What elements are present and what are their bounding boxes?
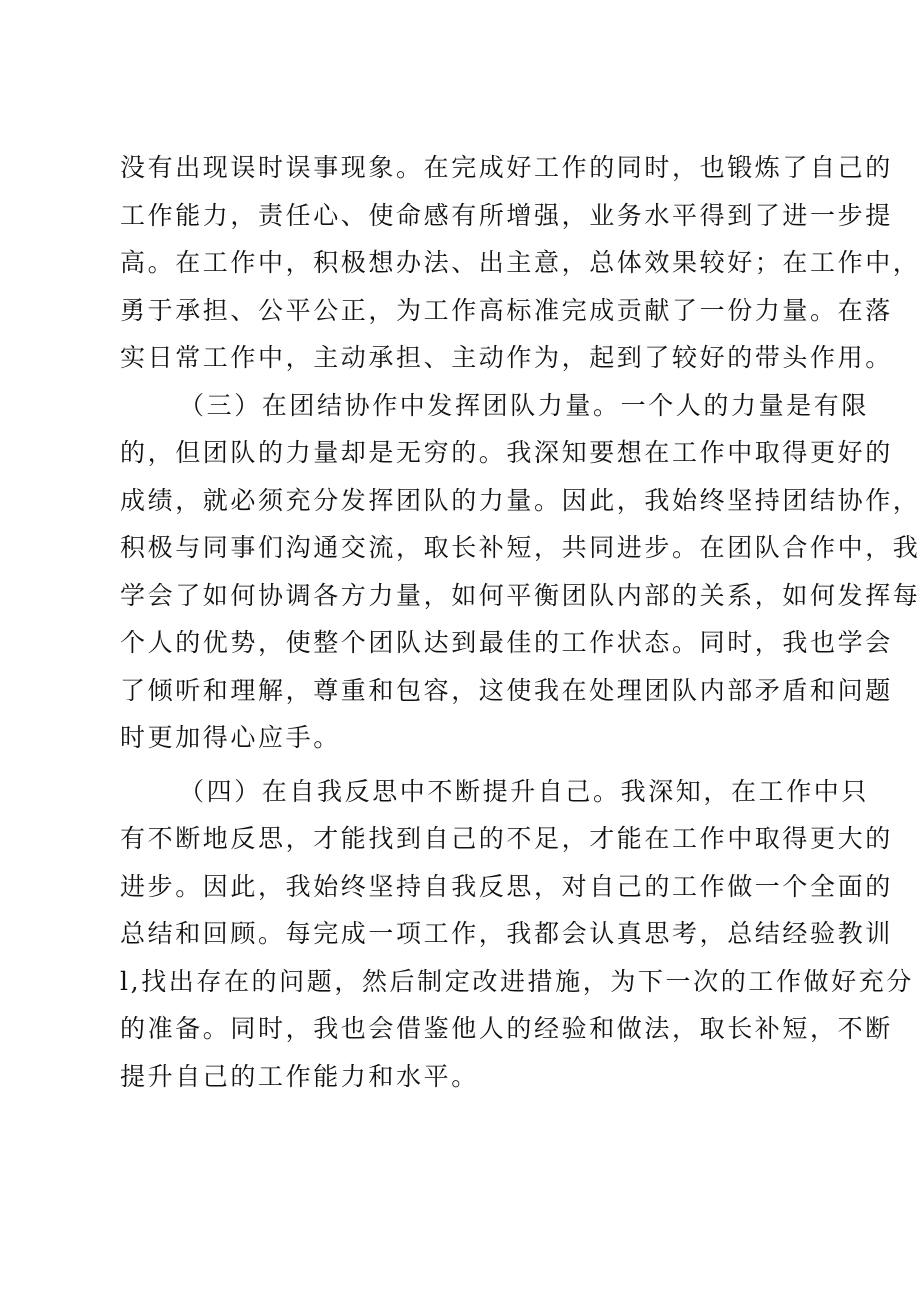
document-body — [120, 144, 920, 1100]
text-line: 实日常工作中，主动承担、主动作为，起到了较好的带头作用。 — [120, 343, 893, 372]
text-line: 成绩，就必须充分发挥团队的力量。因此，我始终坚持团结协作， — [120, 485, 920, 515]
paragraph-work-ability — [120, 144, 920, 382]
text-line: 积极与同事们沟通交流，取长补短，共同进步。在团队合作中，我 — [120, 533, 920, 562]
text-line: 没有出现误时误事现象。在完成好工作的同时，也锻炼了自己的 — [120, 153, 893, 182]
text-line: 总结和回顾。每完成一项工作，我都会认真思考，总结经验教训 — [120, 919, 893, 948]
text-line: 了倾听和理解，尊重和包容，这使我在处理团队内部矛盾和问题 — [120, 675, 893, 705]
text-line: 的，但团队的力量却是无穷的。我深知要想在工作中取得更好的 — [120, 438, 893, 467]
text-line: 高。在工作中，积极想办法、出主意，总体效果较好；在工作中， — [120, 248, 920, 277]
text-line: 个人的优势，使整个团队达到最佳的工作状态。同时，我也学会 — [120, 628, 893, 657]
text-line: 的准备。同时，我也会借鉴他人的经验和做法，取长补短，不断 — [120, 1014, 893, 1043]
paragraph-teamwork — [120, 382, 920, 762]
text-line: 工作能力，责任心、使命感有所增强，业务水平得到了进一步提 — [120, 200, 893, 230]
paragraph-self-reflection — [120, 768, 914, 1101]
text-line: 勇于承担、公平公正，为工作高标准完成贡献了一份力量。在落 — [120, 295, 893, 325]
paragraph-heading-line: （三）在团结协作中发挥团队力量。一个人的力量是有限 — [179, 390, 870, 420]
text-line: 提升自己的工作能力和水平。 — [120, 1061, 479, 1091]
text-line: 有不断地反思，才能找到自己的不足，才能在工作中取得更大的 — [120, 824, 893, 853]
text-line: 进步。因此，我始终坚持自我反思，对自己的工作做一个全面的 — [120, 871, 893, 901]
paragraph-heading-line: （四）在自我反思中不断提升自己。我深知，在工作中只 — [179, 776, 870, 806]
text-line: 时更加得心应手。 — [120, 723, 341, 752]
text-line: l,找出存在的问题，然后制定改进措施，为下一次的工作做好充分 — [120, 966, 914, 996]
text-line: 学会了如何协调各方力量，如何平衡团队内部的关系，如何发挥每 — [120, 580, 920, 610]
